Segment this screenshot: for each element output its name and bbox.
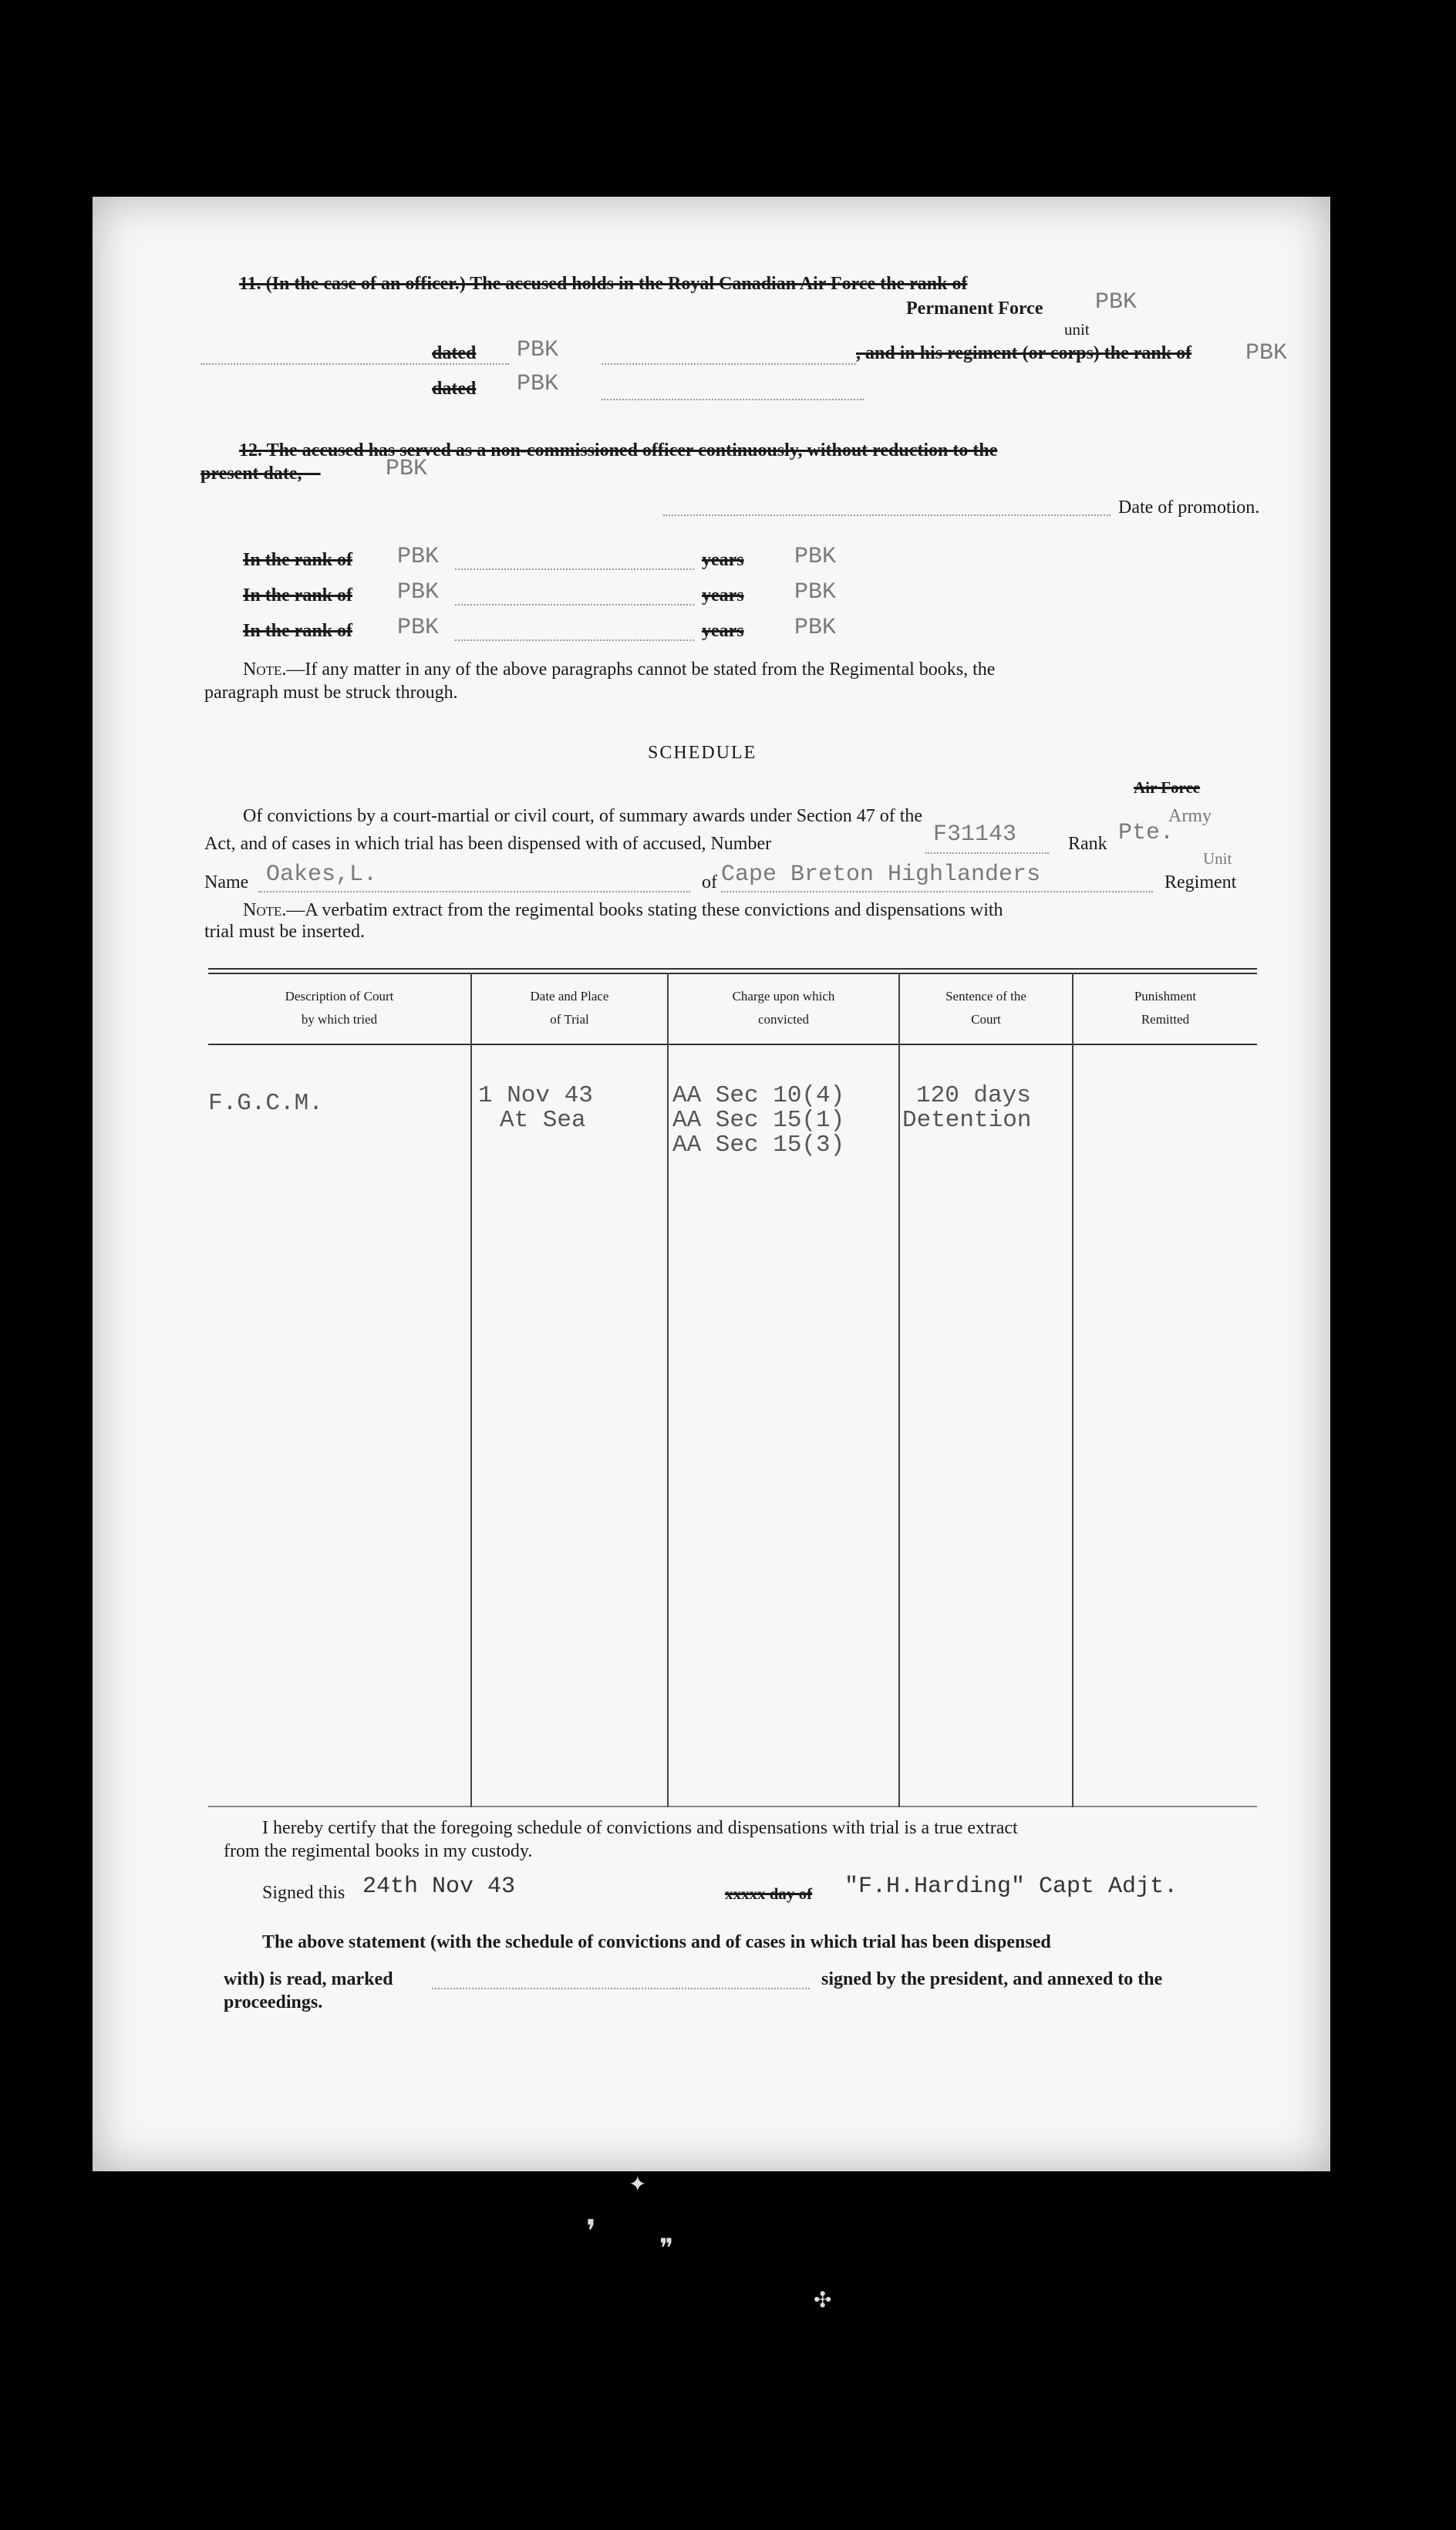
- scan-speck-2: ❜: [586, 2214, 596, 2249]
- para11-regiment-text: , and in his regiment (or corps) the rank of: [856, 343, 1192, 363]
- para11-unit-word: unit: [1064, 320, 1090, 339]
- document-page: [93, 197, 1330, 2171]
- para12-line2-value: PBK: [386, 456, 428, 482]
- table-col-divider-4: [1072, 973, 1073, 1807]
- statement-line3: proceedings.: [224, 1992, 323, 2012]
- schedule-note-text: —A verbatim extract from the regimental books stating these convictions and dispensations with: [286, 900, 1003, 920]
- para11-dated-value: PBK: [517, 337, 559, 363]
- table-header-rule: [208, 1044, 1257, 1045]
- table-cell-charge-1: AA Sec 10(4): [672, 1082, 845, 1109]
- table-top-rule-2: [208, 973, 1257, 974]
- para12-note-line1: [243, 659, 995, 680]
- rank-row-1-years-value: PBK: [794, 544, 837, 570]
- table-header-charge: Charge upon which convicted: [732, 989, 835, 1027]
- schedule-name-dotline: [258, 891, 690, 892]
- signed-date: 24th Nov 43: [362, 1874, 516, 1900]
- para12-line1: 12. The accused has served as a non-commissioned officer continuously, without reduction to the: [239, 440, 998, 460]
- schedule-regiment-dotline: [721, 891, 1153, 892]
- para12-note-label: Note.: [243, 659, 287, 680]
- certification-line1: I hereby certify that the foregoing schedule of convictions and dispensations with trial is a true extract: [262, 1818, 1018, 1838]
- para11-dated2-value: PBK: [517, 371, 559, 397]
- rank-row-3-value: PBK: [397, 615, 440, 641]
- scan-speck-4: ✣: [814, 2287, 832, 2312]
- schedule-regiment-value: Cape Breton Highlanders: [721, 862, 1041, 888]
- schedule-name-label: Name: [204, 872, 249, 892]
- statement-line1: The above statement (with the schedule of convictions and of cases in which trial has been dispensed: [262, 1932, 1051, 1952]
- para11-dated2-label: dated: [432, 379, 477, 399]
- rank-row-1-value: PBK: [397, 544, 440, 570]
- table-cell-date: 1 Nov 43: [478, 1082, 593, 1109]
- rank-row-1-dotline: [455, 568, 694, 570]
- para11-line1: 11. (In the case of an officer.) The accused holds in the Royal Canadian Air Force the rank of: [239, 274, 968, 294]
- table-header-remitted: Punishment Remitted: [1134, 989, 1197, 1027]
- rank-row-2-years-label: years: [702, 585, 744, 606]
- schedule-rank-value: Pte.: [1118, 820, 1175, 846]
- schedule-intro-line2: Act, and of cases in which trial has been dispensed with of accused, Number: [204, 834, 772, 854]
- para12-date-of-promotion: Date of promotion.: [1118, 498, 1260, 518]
- para12-note-line2: paragraph must be struck through.: [204, 683, 458, 703]
- schedule-note-line1: [243, 900, 1003, 921]
- statement-marked-dotline: [432, 1988, 810, 1989]
- para11-dated-label: dated: [432, 343, 477, 363]
- table-cell-court: F.G.C.M.: [208, 1090, 323, 1117]
- rank-row-3-years-value: PBK: [794, 615, 837, 641]
- para12-note-text: —If any matter in any of the above paragraphs cannot be stated from the Regimental books, the: [286, 659, 996, 680]
- rank-row-2-value: PBK: [397, 579, 440, 606]
- rank-row-3-years-label: years: [702, 621, 744, 641]
- rank-row-3-dotline: [455, 639, 694, 641]
- table-top-rule-1: [208, 968, 1257, 970]
- table-header-date-place: Date and Place of Trial: [530, 989, 609, 1027]
- schedule-unit-word: Unit: [1203, 849, 1232, 868]
- table-cell-sentence-1: 120 days: [916, 1082, 1031, 1109]
- table-header-sentence: Sentence of the Court: [945, 989, 1026, 1027]
- table-header-court: Description of Court by which tried: [285, 989, 394, 1027]
- para11-service-name: Permanent Force: [906, 299, 1043, 319]
- schedule-number-value: F31143: [933, 821, 1017, 848]
- table-col-divider-3: [898, 973, 900, 1807]
- signed-day-of: xxxxx day of: [725, 1884, 813, 1903]
- para11-dotline-2: [602, 363, 856, 365]
- table-cell-sentence-2: Detention: [902, 1107, 1032, 1134]
- schedule-title: SCHEDULE: [648, 743, 757, 763]
- schedule-of-label: of: [702, 872, 717, 892]
- table-col-divider-2: [667, 973, 669, 1807]
- para11-rank-value: PBK: [1095, 289, 1138, 315]
- schedule-name-value: Oakes,L.: [266, 862, 378, 888]
- rank-row-2-dotline: [455, 604, 694, 606]
- table-cell-charge-2: AA Sec 15(1): [672, 1107, 845, 1134]
- schedule-note-label: Note.: [243, 900, 287, 920]
- schedule-regiment-label: Regiment: [1164, 872, 1237, 892]
- rank-row-1-label: In the rank of: [243, 550, 353, 570]
- certification-line2: from the regimental books in my custody.: [224, 1841, 533, 1861]
- rank-row-2-years-value: PBK: [794, 579, 837, 606]
- table-cell-charge-3: AA Sec 15(3): [672, 1132, 845, 1159]
- signature: "F.H.Harding" Capt Adjt.: [844, 1874, 1178, 1900]
- rank-row-3-label: In the rank of: [243, 621, 353, 641]
- statement-line2a: with) is read, marked: [224, 1969, 393, 1989]
- signed-label: Signed this: [262, 1883, 345, 1903]
- schedule-army-word: Army: [1168, 806, 1212, 826]
- scan-speck-3: ❞: [659, 2233, 674, 2264]
- rank-row-1-years-label: years: [702, 550, 744, 570]
- schedule-number-dotline: [925, 852, 1049, 854]
- statement-line2b: signed by the president, and annexed to the: [821, 1969, 1163, 1989]
- table-col-divider-1: [470, 973, 472, 1807]
- para12-line2: present date,—: [201, 464, 321, 484]
- para11-dotline-3: [602, 399, 864, 400]
- para11-regiment-rank-value: PBK: [1245, 340, 1288, 366]
- para12-promotion-dotline: [663, 514, 1111, 516]
- schedule-rank-label: Rank: [1068, 834, 1107, 854]
- rank-row-2-label: In the rank of: [243, 585, 353, 606]
- scan-speck-1: ✦: [629, 2171, 647, 2197]
- table-cell-place: At Sea: [500, 1107, 586, 1134]
- schedule-intro-line1: Of convictions by a court-martial or civil court, of summary awards under Section 47 of the: [243, 806, 923, 826]
- schedule-air-force: Air Force: [1134, 778, 1201, 797]
- table-bottom-rule: [208, 1806, 1257, 1807]
- schedule-note-line2: trial must be inserted.: [204, 922, 365, 942]
